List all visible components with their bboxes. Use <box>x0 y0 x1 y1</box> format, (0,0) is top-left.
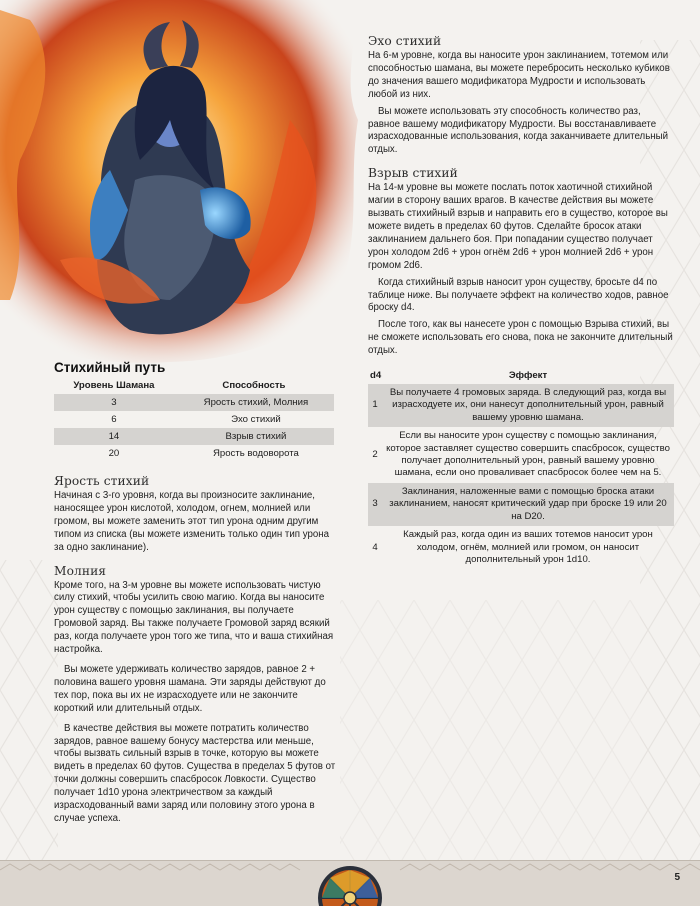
feature-cell: Взрыв стихий <box>174 428 334 445</box>
header-effect: Эффект <box>508 370 548 382</box>
header-feature: Способность <box>222 380 286 391</box>
lightning-heading: Молния <box>54 563 107 578</box>
echo-heading: Эхо стихий <box>368 34 442 48</box>
lightning-paragraph-3: В качестве действия вы можете потратить количество зарядов, равное вашему бонусу мастерства или меньше, чтобы вызвать сильный взрыв в точке, которую вы можете видеть в пределах 60 футов. Существа в пределах 5 футов от точки должны совершить спасбросок Ловкости. Существо получает 1d10 урона электричеством за каждый израсходованный вами заряд или половину этого урона в случае успеха. <box>54 722 336 824</box>
feature-cell: Ярость стихий, Молния <box>174 394 334 411</box>
effect-cell: Если вы наносите урон существу с помощью заклинания, которое заставляет существо совершить спасбросок, существо получает дополнительный урон, равный вашему уровню шамана, если оно проваливает спасбросок более чем на 5. <box>386 430 670 479</box>
footer-ornament <box>0 860 700 906</box>
table-title: Стихийный путь <box>54 360 166 375</box>
table-row <box>54 394 334 411</box>
table-row <box>368 384 674 427</box>
table-row <box>368 427 674 483</box>
feature-cell: Эхо стихий <box>231 414 281 425</box>
feature-cell: Ярость водоворота <box>212 448 299 459</box>
d4-effect-table <box>368 368 674 569</box>
roll-cell: 2 <box>372 448 378 460</box>
fury-paragraph: Начиная с 3-го уровня, когда вы произносите заклинание, наносящее урон кислотой, холодом, огнем, молнией или громом, вы можете заменить этот тип урона одним другим типом из списка (вы можете изменить только один тип урона за одно заклинание). <box>54 490 329 553</box>
lightning-paragraph-1: Кроме того, на 3-м уровне вы можете использовать чистую силу стихий, чтобы усилить свою магию. Когда вы наносите урон существу с помощью заклинания, вы получаете Громовой заряд. Вы также получаете Громовой заряд всякий раз, когда получаете урон того же типа, что и ваша стихийная настройка. <box>54 579 334 656</box>
table-row <box>368 526 674 569</box>
roll-cell: 4 <box>372 541 378 553</box>
level-cell: 6 <box>111 414 117 425</box>
burst-paragraph-1: На 14-м уровне вы можете послать поток хаотичной стихийной магии в сторону ваших врагов. В качестве действия вы можете вызвать стихийный взрыв и направить его в существо, которое вы можете видеть в пределах 60 футов. Сделайте бросок атаки заклинанием дальнего боя. При попадании существо получает урон холодом 2d6 + урон огнём 2d6 + урон молнией 2d6 + урон громом 2d6. <box>368 182 668 271</box>
fury-heading: Ярость стихий <box>54 474 150 488</box>
table-row <box>54 411 334 428</box>
level-cell: 14 <box>54 428 174 445</box>
roll-cell: 3 <box>368 483 382 526</box>
lightning-paragraph-2: Вы можете удерживать количество зарядов, равное 2 + половина вашего уровня шамана. Эти заряды действуют до тех пор, пока вы их не израсходуете или не закончите короткий или длительный отдых. <box>54 663 326 714</box>
level-cell: 20 <box>108 448 120 459</box>
burst-heading: Взрыв стихий <box>368 166 458 181</box>
page-number: 5 <box>674 872 680 883</box>
header-level: Уровень Шамана <box>73 380 155 391</box>
table-row <box>54 445 334 462</box>
table-row <box>368 483 674 526</box>
effect-cell: Заклинания, наложенные вами с помощью броска атаки заклинанием, наносят критический удар при броске 19 или 20 на D20. <box>382 483 674 526</box>
table-row <box>54 428 334 445</box>
shaman-artwork <box>0 0 362 368</box>
header-d4: d4 <box>370 370 382 382</box>
roll-cell: 1 <box>368 384 382 427</box>
right-column <box>368 34 674 569</box>
burst-paragraph-2: Когда стихийный взрыв наносит урон существу, бросьте d4 по таблице ниже. Вы получаете эффект на количество ходов, равное броску d4. <box>368 276 669 314</box>
effect-cell: Каждый раз, когда один из ваших тотемов наносит урон холодом, огнём, молнией или громом, он наносит дополнительный урон 1d10. <box>403 529 653 565</box>
echo-paragraph-2: Вы можете использовать эту способность количество раз, равное вашему модификатору Мудрости. Вы восстанавливаете израсходованные использования, когда заканчиваете длительный отдых. <box>368 105 668 156</box>
left-column <box>54 360 336 826</box>
level-cell: 3 <box>54 394 174 411</box>
echo-paragraph-1: На 6-м уровне, когда вы наносите урон заклинанием, тотемом или способностью шамана, вы можете перебросить несколько кубиков до значения вашего модификатора Мудрости и использовать любой из них. <box>368 50 670 100</box>
burst-paragraph-3: После того, как вы нанесете урон с помощью Взрыва стихий, вы не сможете использовать его снова, пока не закончите длительный отдых. <box>368 319 673 357</box>
effect-cell: Вы получаете 4 громовых заряда. В следующий раз, когда вы израсходуете их, они нанесут дополнительный урон, равный вашему уровню шамана. <box>382 384 674 427</box>
progression-table <box>54 378 334 462</box>
